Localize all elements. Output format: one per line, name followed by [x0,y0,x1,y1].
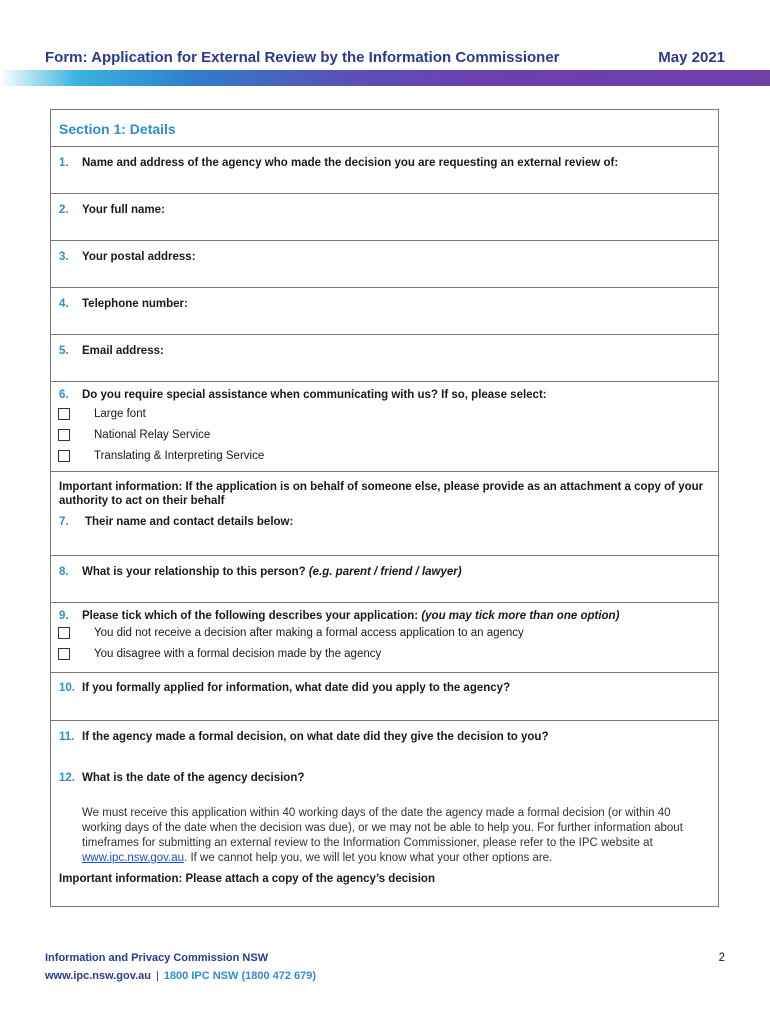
question-4 [51,288,718,310]
question-label: Your postal address: [82,251,196,263]
footer-organisation: Information and Privacy Commission NSW [45,952,269,964]
large-font-checkbox[interactable] [58,408,70,420]
question-1 [51,147,718,169]
question-label: Telephone number: [82,298,188,310]
question-label: Your full name: [82,204,165,216]
question-9 [51,610,718,622]
question-8 [51,556,718,578]
ipc-website-link[interactable]: www.ipc.nsw.gov.au [82,852,185,864]
relationship-field[interactable] [51,556,718,603]
note-text-end: . If we cannot help you, we will let you know what your other options are. [184,852,553,864]
option-translating[interactable] [51,446,718,467]
question-hint: (you may tick more than one option) [421,610,620,622]
decision-dates-block [51,721,718,906]
option-no-decision[interactable] [51,623,718,644]
question-label: Their name and contact details below: [85,516,294,528]
national-relay-checkbox[interactable] [58,429,70,441]
question-number: 10. [59,682,75,694]
question-number: 2. [59,204,69,216]
third-party-block[interactable] [51,472,718,556]
translating-checkbox[interactable] [58,450,70,462]
option-label: You did not receive a decision after making a formal access application to an agency [94,627,524,639]
question-number: 11. [59,731,75,743]
footer-phone[interactable]: 1800 IPC NSW (1800 472 679) [163,970,317,982]
section-title: Section 1: Details [59,121,176,137]
question-number: 9. [59,610,69,622]
attach-decision-notice: Important information: Please attach a copy of the agency’s decision [59,873,435,885]
page-number: 2 [718,952,725,964]
option-national-relay[interactable] [51,425,718,446]
page-header [0,0,770,90]
question-number: 5. [59,345,69,357]
note-text: We must receive this application within 40 working days of the date the agency made a formal decision (or within 40 working days of the date when the decision was due), or we may not be able to help you. For further information about timeframes for submitting an external review to the Information Commissioner, please refer to the IPC website at [82,807,683,849]
question-12[interactable] [51,743,718,784]
question-label: Email address: [82,345,164,357]
application-date-field[interactable] [51,673,718,721]
question-label: What is your relationship to this person? [82,566,306,578]
question-2 [51,194,718,216]
option-label: Translating & Interpreting Service [94,450,265,462]
details-form [50,109,719,907]
question-label: Name and address of the agency who made the decision you are requesting an external review of: [82,157,619,169]
question-10 [51,673,718,694]
question-number: 3. [59,251,69,263]
question-hint: (e.g. parent / friend / lawyer) [308,566,462,578]
special-assistance-block [51,382,718,472]
footer-website-link[interactable]: www.ipc.nsw.gov.au [45,970,151,982]
form-date: May 2021 [658,49,725,66]
question-7 [51,508,718,528]
postal-address-field[interactable] [51,241,718,288]
agency-name-field[interactable] [51,147,718,194]
question-number: 8. [59,566,69,578]
header-gradient-bar [0,70,770,86]
footer-contact [45,970,316,982]
question-label: Do you require special assistance when communicating with us? If so, please select: [82,389,547,401]
disagree-checkbox[interactable] [58,648,70,660]
question-number: 7. [59,516,69,528]
option-disagree[interactable] [51,644,718,665]
telephone-field[interactable] [51,288,718,335]
no-decision-checkbox[interactable] [58,627,70,639]
question-number: 12. [59,772,75,784]
option-label: Large font [94,408,146,420]
email-field[interactable] [51,335,718,382]
form-title: Form: Application for External Review by the Information Commissioner [45,49,560,66]
application-type-block [51,603,718,673]
authority-notice: Important information: If the application is on behalf of someone else, please provide as an attachment a copy of your authority to act on their behalf [59,481,704,507]
question-5 [51,335,718,357]
option-label: National Relay Service [94,429,211,441]
question-label: What is the date of the agency decision? [82,772,305,784]
timeframe-note [51,806,718,866]
question-number: 4. [59,298,69,310]
question-11[interactable] [51,721,718,743]
footer-separator: | [155,970,159,982]
question-3 [51,241,718,263]
option-large-font[interactable] [51,404,718,425]
full-name-field[interactable] [51,194,718,241]
question-number: 6. [59,389,69,401]
question-label: If the agency made a formal decision, on what date did they give the decision to you? [82,731,549,743]
section-header [51,110,718,147]
question-number: 1. [59,157,69,169]
question-label: If you formally applied for information, what date did you apply to the agency? [82,682,511,694]
option-label: You disagree with a formal decision made by the agency [94,648,382,660]
question-label: Please tick which of the following describes your application: [82,610,419,622]
question-6 [51,389,718,401]
